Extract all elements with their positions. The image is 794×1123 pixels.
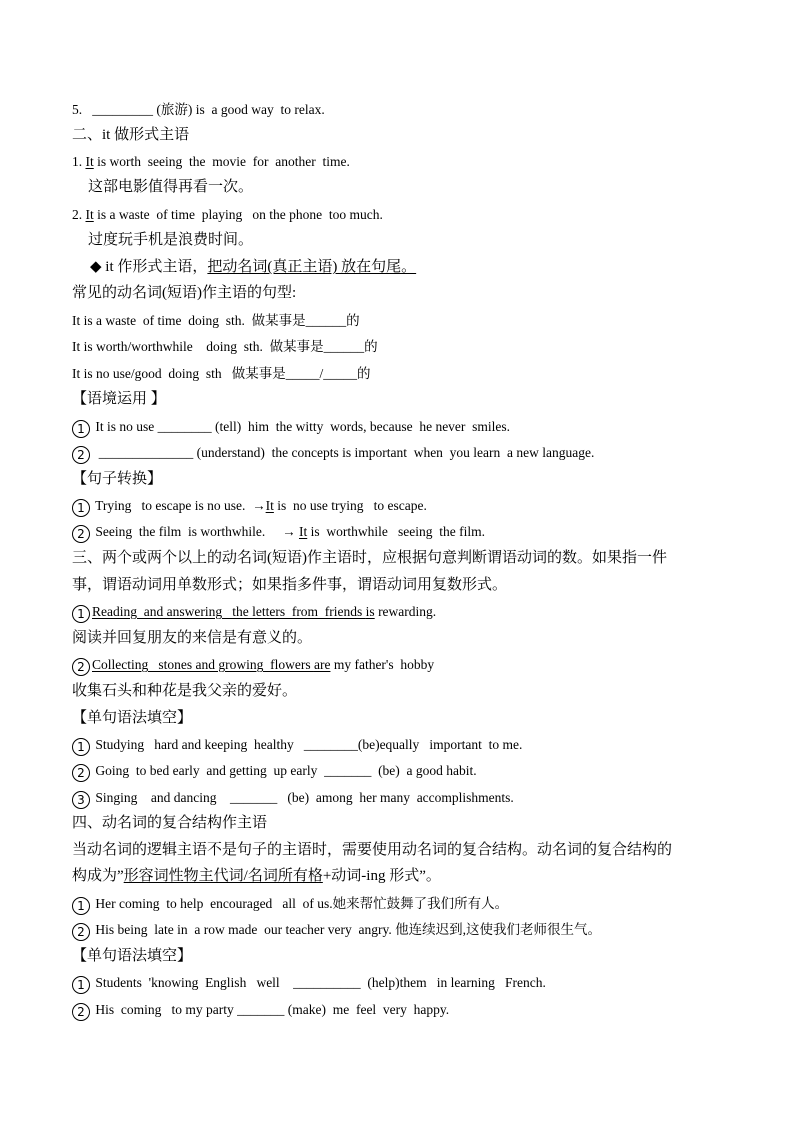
transform-item-1: 1 Trying to escape is no use. →It is no use trying to escape. <box>72 499 427 517</box>
circled-number-icon: 1 <box>72 420 90 438</box>
pattern-2: It is worth/worthwhile doing sth. 做某事是______的 <box>72 339 378 354</box>
example-sentence-2: 2 Collecting stones and growing flowers are my father's hobby <box>72 658 434 676</box>
circled-number-icon: 2 <box>72 923 90 941</box>
fill2-item-2: 2 His coming to my party _______ (make) me feel very happy. <box>72 1003 449 1021</box>
section-heading-3-line-1: 三、两个或两个以上的动名词(短语)作主语时，应根据句意判断谓语动词的数。如果指一件 <box>72 550 667 566</box>
section-sentence-transform: 【句子转换】 <box>72 471 163 487</box>
pattern-1: It is a waste of time doing sth. 做某事是______的 <box>72 313 360 328</box>
section-grammar-fill-2: 【单句语法填空】 <box>72 948 193 964</box>
circled-number-icon: 2 <box>72 446 90 464</box>
example-1: 1. It is worth seeing the movie for another time. <box>72 154 350 169</box>
circled-number-icon: 3 <box>72 791 90 809</box>
section-heading-2: 二、it 做形式主语 <box>72 127 190 143</box>
section-heading-3-line-2: 事，谓语动词用单数形式；如果指多件事，谓语动词用复数形式。 <box>72 577 508 593</box>
section-grammar-fill-1: 【单句语法填空】 <box>72 710 193 726</box>
fill-item-2: 2 Going to bed early and getting up early _______ (be) a good habit. <box>72 764 477 782</box>
compound-example-1: 1 Her coming to help encouraged all of us.她来帮忙鼓舞了我们所有人。 <box>72 897 508 915</box>
circled-number-icon: 1 <box>72 738 90 756</box>
diamond-bullet-icon: ◆ <box>90 259 102 275</box>
rule-note: ◆ it 作形式主语，把动名词(真正主语) 放在句尾。 <box>90 259 417 275</box>
circled-number-icon: 2 <box>72 525 90 543</box>
example-2-translation: 过度玩手机是浪费时间。 <box>88 232 254 248</box>
pattern-title: 常见的动名词(短语)作主语的句型: <box>72 285 297 301</box>
fill2-item-1: 1 Students 'knowing English well __________ (help)them in learning French. <box>72 976 546 994</box>
circled-number-icon: 1 <box>72 605 90 623</box>
circled-number-icon: 1 <box>72 897 90 915</box>
circled-number-icon: 1 <box>72 499 90 517</box>
transform-item-2: 2 Seeing the film is worthwhile. → It is worthwhile seeing the film. <box>72 525 485 543</box>
fill-item-3: 3 Singing and dancing _______ (be) among her many accomplishments. <box>72 791 514 809</box>
example-sentence-1-translation: 阅读并回复朋友的来信是有意义的。 <box>72 630 313 646</box>
example-1-translation: 这部电影值得再看一次。 <box>88 179 254 195</box>
example-sentence-2-translation: 收集石头和种花是我父亲的爱好。 <box>72 683 298 699</box>
compound-example-2: 2 His being late in a row made our teacher very angry. 他连续迟到,这使我们老师很生气。 <box>72 923 601 941</box>
example-2: 2. It is a waste of time playing on the phone too much. <box>72 207 383 222</box>
section-heading-4-line-2: 构成为”形容词性物主代词/名词所有格+动词-ing 形式”。 <box>72 868 441 884</box>
example-sentence-1: 1 Reading and answering the letters from friends is rewarding. <box>72 605 436 623</box>
circled-number-icon: 2 <box>72 658 90 676</box>
section-heading-4-line-1: 当动名词的逻辑主语不是句子的主语时，需要使用动名词的复合结构。动名词的复合结构的 <box>72 842 673 858</box>
section-heading-4: 四、动名词的复合结构作主语 <box>72 815 268 831</box>
exercise-line-5: 5. _________ (旅游) is a good way to relax. <box>72 102 325 117</box>
section-context-use: 【语境运用 】 <box>72 391 166 407</box>
context-item-1: 1 It is no use ________ (tell) him the witty words, because he never smiles. <box>72 420 510 438</box>
context-item-2: 2 ______________ (understand) the concepts is important when you learn a new language. <box>72 446 594 464</box>
fill-item-1: 1 Studying hard and keeping healthy ________(be)equally important to me. <box>72 738 522 756</box>
circled-number-icon: 2 <box>72 1003 90 1021</box>
pattern-3: It is no use/good doing sth 做某事是_____/_____的 <box>72 366 371 381</box>
circled-number-icon: 2 <box>72 764 90 782</box>
circled-number-icon: 1 <box>72 976 90 994</box>
